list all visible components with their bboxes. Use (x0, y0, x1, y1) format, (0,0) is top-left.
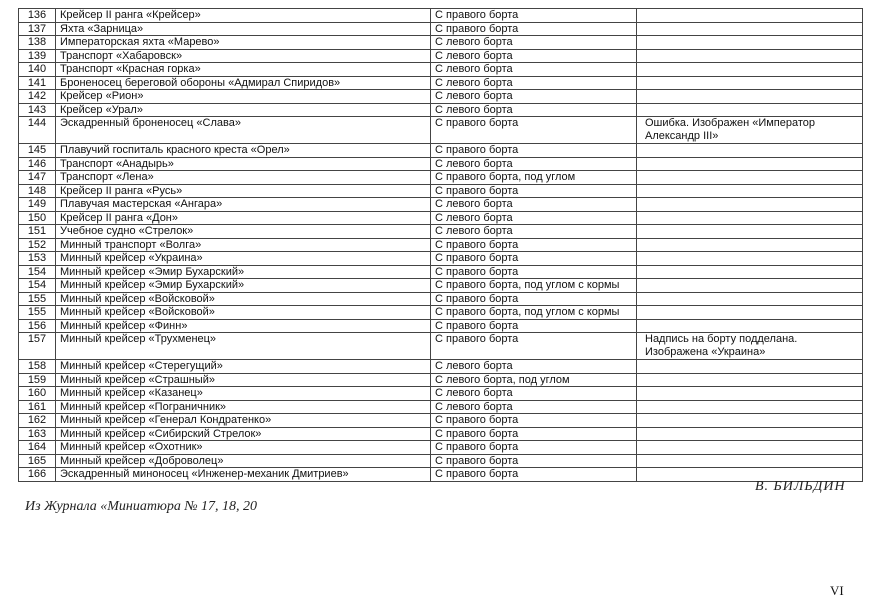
ship-name: Минный крейсер «Войсковой» (56, 292, 431, 306)
ship-name: Эскадренный миноносец «Инженер-механик Дмитриев» (56, 468, 431, 482)
remark (637, 414, 863, 428)
view-side: С правого борта (431, 441, 637, 455)
table-row (19, 22, 863, 36)
row-number: 153 (19, 252, 56, 266)
row-number: 154 (19, 265, 56, 279)
remark (637, 427, 863, 441)
view-side: С правого борта (431, 454, 637, 468)
remark (637, 49, 863, 63)
remark (637, 211, 863, 225)
row-number: 139 (19, 49, 56, 63)
remark (637, 387, 863, 401)
view-side: С левого борта (431, 63, 637, 77)
ship-name: Плавучая мастерская «Ангара» (56, 198, 431, 212)
table-row (19, 198, 863, 212)
table-row (19, 427, 863, 441)
view-side: С правого борта (431, 144, 637, 158)
table-row (19, 387, 863, 401)
source-note: Из Журнала «Миниатюра № 17, 18, 20 (25, 499, 258, 514)
view-side: С левого борта (431, 90, 637, 104)
row-number: 152 (19, 238, 56, 252)
row-number: 154 (19, 279, 56, 293)
table-row (19, 157, 863, 171)
view-side: С левого борта (431, 157, 637, 171)
ship-name: Транспорт «Анадырь» (56, 157, 431, 171)
remark (637, 63, 863, 77)
view-side: С правого борта, под углом с кормы (431, 306, 637, 320)
row-number: 163 (19, 427, 56, 441)
remark (637, 360, 863, 374)
view-side: С левого борта (431, 103, 637, 117)
table-row (19, 49, 863, 63)
view-side: С левого борта (431, 211, 637, 225)
remark (637, 157, 863, 171)
view-side: С правого борта (431, 414, 637, 428)
ship-name: Минный крейсер «Казанец» (56, 387, 431, 401)
remark (637, 184, 863, 198)
remark (637, 22, 863, 36)
row-number: 143 (19, 103, 56, 117)
table-row (19, 171, 863, 185)
ship-name: Минный крейсер «Страшный» (56, 373, 431, 387)
row-number: 165 (19, 454, 56, 468)
ship-name: Транспорт «Красная горка» (56, 63, 431, 77)
remark (637, 198, 863, 212)
row-number: 151 (19, 225, 56, 239)
ship-name: Яхта «Зарница» (56, 22, 431, 36)
ship-name: Минный крейсер «Трухменец» (56, 333, 431, 360)
row-number: 160 (19, 387, 56, 401)
remark (637, 454, 863, 468)
row-number: 136 (19, 9, 56, 23)
view-side: С правого борта (431, 252, 637, 266)
table-row (19, 373, 863, 387)
ship-name: Крейсер II ранга «Русь» (56, 184, 431, 198)
view-side: С левого борта (431, 225, 637, 239)
ship-name: Учебное судно «Стрелок» (56, 225, 431, 239)
row-number: 148 (19, 184, 56, 198)
view-side: С левого борта (431, 400, 637, 414)
table-row (19, 468, 863, 482)
view-side: С левого борта (431, 36, 637, 50)
table-row (19, 36, 863, 50)
table-row (19, 63, 863, 77)
row-number: 159 (19, 373, 56, 387)
remark (637, 373, 863, 387)
page-number: VI (830, 583, 844, 598)
ship-name: Броненосец береговой обороны «Адмирал Спиридов» (56, 76, 431, 90)
view-side: С правого борта (431, 265, 637, 279)
view-side: С левого борта (431, 360, 637, 374)
row-number: 161 (19, 400, 56, 414)
view-side: С правого борта (431, 292, 637, 306)
view-side: С левого борта, под углом (431, 373, 637, 387)
view-side: С левого борта (431, 198, 637, 212)
ship-name: Минный крейсер «Генерал Кондратенко» (56, 414, 431, 428)
row-number: 157 (19, 333, 56, 360)
ship-name: Транспорт «Лена» (56, 171, 431, 185)
table-row (19, 211, 863, 225)
ship-name: Минный транспорт «Волга» (56, 238, 431, 252)
table-row (19, 225, 863, 239)
row-number: 155 (19, 292, 56, 306)
view-side: С правого борта (431, 238, 637, 252)
remark (637, 400, 863, 414)
ship-name: Транспорт «Хабаровск» (56, 49, 431, 63)
remark: Надпись на борту подделана. Изображена «Украина» (637, 333, 863, 360)
remark (637, 265, 863, 279)
view-side: С правого борта (431, 468, 637, 482)
remark (637, 36, 863, 50)
table-row (19, 265, 863, 279)
row-number: 147 (19, 171, 56, 185)
remark (637, 441, 863, 455)
row-number: 142 (19, 90, 56, 104)
view-side: С правого борта (431, 319, 637, 333)
table-row (19, 441, 863, 455)
table-row (19, 117, 863, 144)
view-side: С правого борта (431, 117, 637, 144)
remark (637, 225, 863, 239)
row-number: 146 (19, 157, 56, 171)
table-row (19, 90, 863, 104)
ship-name: Минный крейсер «Охотник» (56, 441, 431, 455)
row-number: 141 (19, 76, 56, 90)
row-number: 137 (19, 22, 56, 36)
remark (637, 292, 863, 306)
ship-name: Минный крейсер «Украина» (56, 252, 431, 266)
ship-name: Минный крейсер «Сибирский Стрелок» (56, 427, 431, 441)
ship-name: Минный крейсер «Войсковой» (56, 306, 431, 320)
row-number: 149 (19, 198, 56, 212)
view-side: С правого борта (431, 9, 637, 23)
row-number: 166 (19, 468, 56, 482)
view-side: С левого борта (431, 49, 637, 63)
row-number: 155 (19, 306, 56, 320)
ship-name: Минный крейсер «Эмир Бухарский» (56, 279, 431, 293)
ship-name: Плавучий госпиталь красного креста «Орел» (56, 144, 431, 158)
ship-name: Минный крейсер «Финн» (56, 319, 431, 333)
table-row (19, 360, 863, 374)
row-number: 156 (19, 319, 56, 333)
remark (637, 144, 863, 158)
view-side: С правого борта (431, 184, 637, 198)
table-row (19, 292, 863, 306)
ship-name: Минный крейсер «Эмир Бухарский» (56, 265, 431, 279)
remark (637, 90, 863, 104)
ship-name: Крейсер II ранга «Дон» (56, 211, 431, 225)
remark (637, 171, 863, 185)
table-row (19, 414, 863, 428)
table-row (19, 400, 863, 414)
ship-name: Минный крейсер «Стерегущий» (56, 360, 431, 374)
view-side: С правого борта (431, 22, 637, 36)
table-row (19, 333, 863, 360)
table-row (19, 9, 863, 23)
ship-name: Крейсер «Урал» (56, 103, 431, 117)
view-side: С правого борта (431, 427, 637, 441)
table-row (19, 103, 863, 117)
table-row (19, 279, 863, 293)
remark (637, 103, 863, 117)
table-row (19, 76, 863, 90)
row-number: 162 (19, 414, 56, 428)
ship-name: Крейсер II ранга «Крейсер» (56, 9, 431, 23)
remark (637, 306, 863, 320)
ship-name: Императорская яхта «Марево» (56, 36, 431, 50)
table-row (19, 184, 863, 198)
remark: Ошибка. Изображен «Император Александр III» (637, 117, 863, 144)
row-number: 145 (19, 144, 56, 158)
row-number: 150 (19, 211, 56, 225)
view-side: С правого борта, под углом с кормы (431, 279, 637, 293)
ship-name: Минный крейсер «Доброволец» (56, 454, 431, 468)
remark (637, 252, 863, 266)
view-side: С левого борта (431, 387, 637, 401)
author-signature: В. БИЛЬДИН (755, 479, 846, 494)
ships-table (18, 8, 863, 482)
table-row (19, 238, 863, 252)
table-row (19, 144, 863, 158)
view-side: С левого борта (431, 76, 637, 90)
ships-table-body (19, 9, 863, 482)
table-row (19, 319, 863, 333)
view-side: С правого борта, под углом (431, 171, 637, 185)
ship-name: Крейсер «Рион» (56, 90, 431, 104)
ship-name: Эскадренный броненосец «Слава» (56, 117, 431, 144)
table-row (19, 252, 863, 266)
remark (637, 238, 863, 252)
table-row (19, 306, 863, 320)
view-side: С правого борта (431, 333, 637, 360)
row-number: 144 (19, 117, 56, 144)
remark (637, 76, 863, 90)
remark (637, 319, 863, 333)
row-number: 140 (19, 63, 56, 77)
row-number: 164 (19, 441, 56, 455)
remark (637, 9, 863, 23)
ship-name: Минный крейсер «Пограничник» (56, 400, 431, 414)
remark (637, 279, 863, 293)
row-number: 138 (19, 36, 56, 50)
table-row (19, 454, 863, 468)
row-number: 158 (19, 360, 56, 374)
